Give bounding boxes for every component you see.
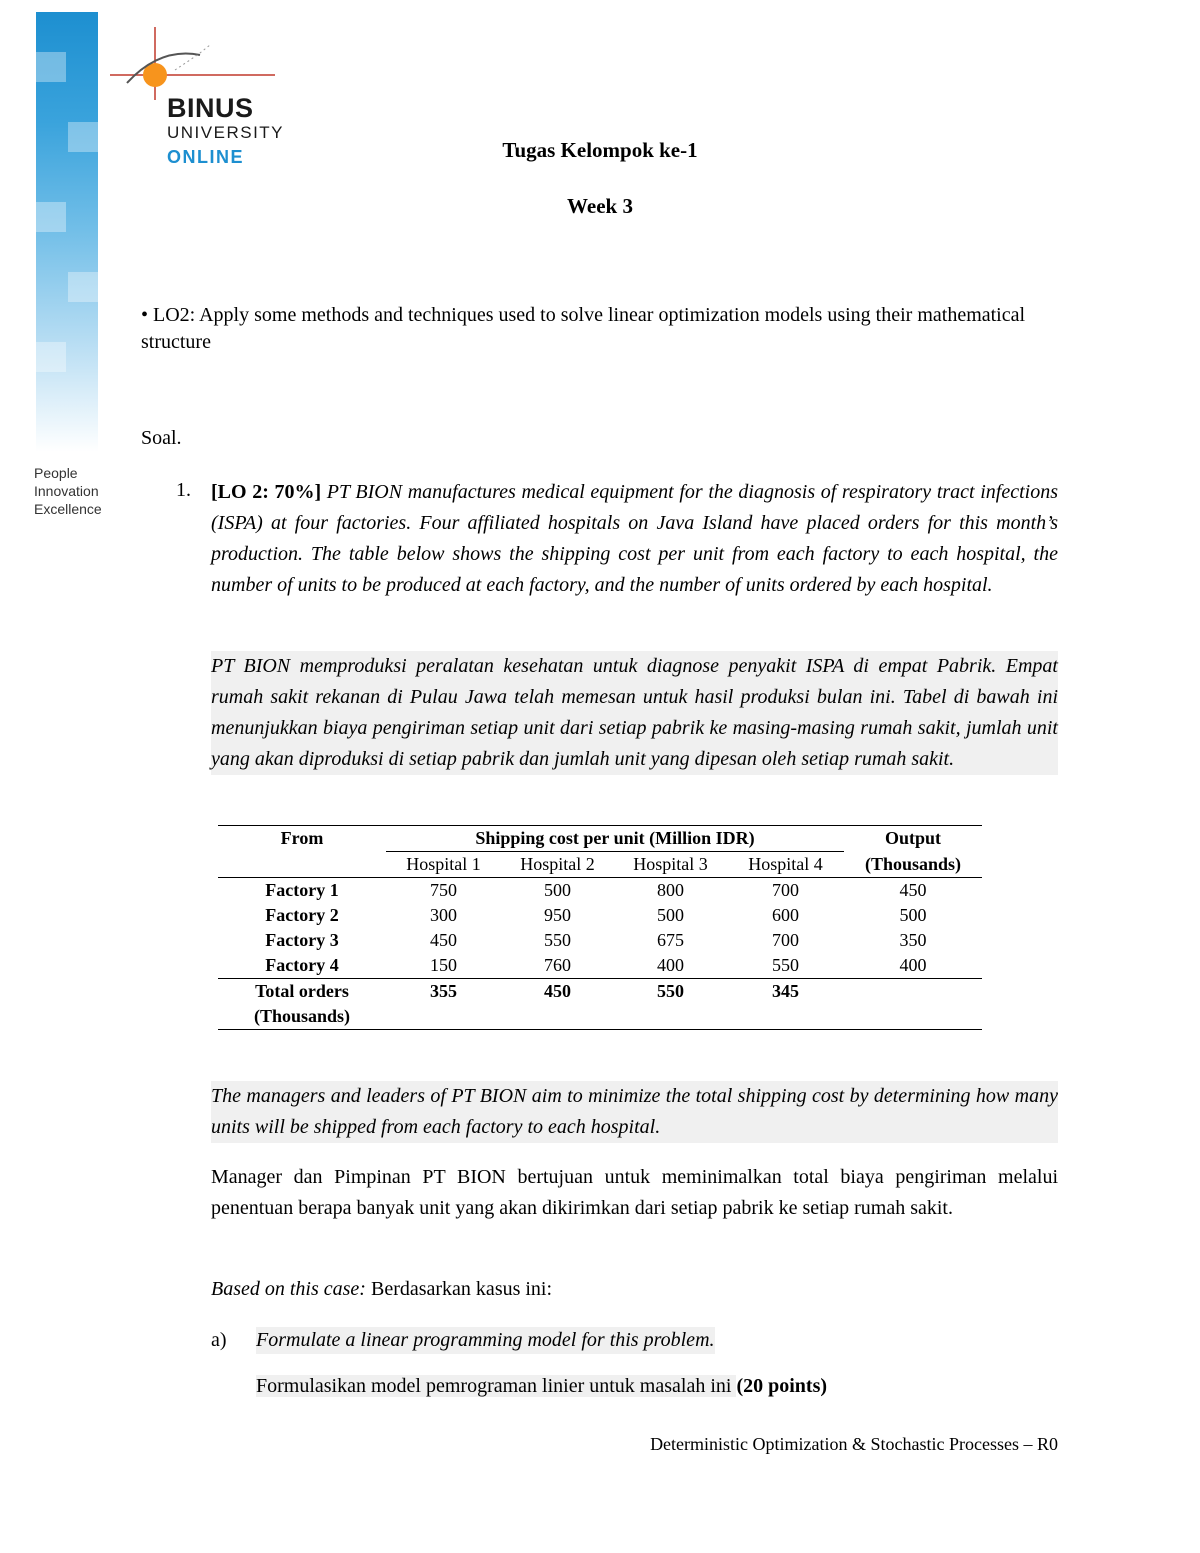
total-spacer <box>501 1004 614 1030</box>
cost-cell: 300 <box>430 905 457 925</box>
total-cell: 355 <box>430 981 457 1001</box>
output-cell: 350 <box>899 930 927 950</box>
table-row <box>218 903 982 928</box>
total-cell: 450 <box>544 981 571 1001</box>
total-spacer <box>727 1004 844 1030</box>
question-indonesian: PT BION memproduksi peralatan kesehatan untuk diagnose penyakit ISPA di empat Pabrik. Empat rumah sakit rekanan di Pulau Jawa telah memesan untuk hasil produksi bulan ini. Tabel di bawah ini menunjukkan biaya pengiriman setiap unit dari setiap pabrik ke masing-masing rumah sakit, jumlah unit yang akan diproduksi di setiap pabrik dan jumlah unit yang dipesan oleh setiap rumah sakit. <box>211 651 1058 775</box>
cost-cell: 750 <box>430 880 457 900</box>
table-hospital-1: Hospital 1 <box>386 852 501 878</box>
table-header-spacer <box>218 852 386 878</box>
logo-online-text: ONLINE <box>167 147 245 167</box>
table-hospital-2: Hospital 2 <box>501 852 614 878</box>
total-orders-unit: (Thousands) <box>218 1004 386 1030</box>
cost-cell: 550 <box>544 930 571 950</box>
output-cell: 450 <box>899 880 927 900</box>
table-header-output: Output <box>844 826 982 852</box>
total-cell: 550 <box>657 981 684 1001</box>
part-a-indonesian-text: Formulasikan model pemrograman linier untuk masalah ini <box>256 1375 737 1397</box>
question-tag: [LO 2: 70%] <box>211 481 322 503</box>
part-a-points: (20 points) <box>736 1375 828 1397</box>
based-on-case <box>211 1276 552 1303</box>
document-week: Week 3 <box>567 194 633 218</box>
logo-university-text: UNIVERSITY <box>167 123 285 142</box>
document-title: Tugas Kelompok ke-1 <box>502 138 698 162</box>
total-spacer <box>844 1004 982 1030</box>
shipping-cost-table <box>218 825 982 1030</box>
total-spacer <box>614 1004 727 1030</box>
table-total-row <box>218 979 982 1005</box>
table-row <box>218 953 982 979</box>
factory-label: Factory 2 <box>265 905 339 925</box>
learning-outcome: • LO2: Apply some methods and techniques used to solve linear optimization models using their mathematical structure <box>141 304 1026 353</box>
output-cell: 500 <box>899 905 927 925</box>
factory-label: Factory 4 <box>218 953 386 979</box>
page-footer: Deterministic Optimization & Stochastic Processes – R0 <box>650 1434 1058 1454</box>
soal-label: Soal. <box>141 427 182 449</box>
tagline-people: People <box>34 465 78 481</box>
output-cell: 400 <box>844 953 982 979</box>
cost-cell: 550 <box>727 953 844 979</box>
based-on-indonesian: Berdasarkan kasus ini: <box>365 1278 553 1300</box>
aim-english: The managers and leaders of PT BION aim to minimize the total shipping cost by determining how many units will be shipped from each factory to each hospital. <box>211 1081 1058 1143</box>
cost-cell: 500 <box>657 905 684 925</box>
cost-cell: 950 <box>544 905 571 925</box>
part-a-label: a) <box>211 1329 227 1351</box>
total-spacer <box>386 1004 501 1030</box>
table-header-cost <box>386 826 844 852</box>
table-hospital-3: Hospital 3 <box>614 852 727 878</box>
cost-cell: 450 <box>430 930 457 950</box>
factory-label: Factory 3 <box>265 930 339 950</box>
total-orders-label: Total orders <box>255 981 349 1001</box>
table-row <box>218 878 982 904</box>
cost-cell: 700 <box>772 930 799 950</box>
total-cell: 345 <box>772 981 799 1001</box>
question-english <box>211 477 1058 601</box>
table-header-from: From <box>218 826 386 852</box>
cost-cell: 600 <box>772 905 799 925</box>
tagline-excellence: Excellence <box>34 501 102 517</box>
question-number: 1. <box>176 479 191 501</box>
factory-label: Factory 1 <box>265 880 339 900</box>
cost-cell: 500 <box>544 880 571 900</box>
cost-cell: 675 <box>657 930 684 950</box>
cost-cell: 400 <box>614 953 727 979</box>
part-a-indonesian <box>256 1373 827 1400</box>
based-on-english: Based on this case: <box>211 1278 366 1300</box>
aim-indonesian: Manager dan Pimpinan PT BION bertujuan untuk meminimalkan total biaya pengiriman melalui penentuan berapa banyak unit yang akan dikirimkan dari setiap pabrik ke setiap rumah sakit. <box>211 1166 1058 1219</box>
logo-brand-text: BINUS <box>167 93 254 123</box>
university-tagline <box>34 464 144 518</box>
table-header-output-unit: (Thousands) <box>844 852 982 878</box>
question-english-text: PT BION manufactures medical equipment for the diagnosis of respiratory tract infections (ISPA) at four factories. Four affiliated hospitals on Java Island have placed orders for this month’s production. The table below shows the shipping cost per unit from each factory to each hospital, the number of units to be produced at each factory, and the number of units ordered by each hospital. <box>211 481 1058 596</box>
part-a-english: Formulate a linear programming model for this problem. <box>256 1327 715 1354</box>
table-hospital-4: Hospital 4 <box>727 852 844 878</box>
logo-emblem-icon <box>105 25 305 100</box>
cost-cell: 150 <box>386 953 501 979</box>
table-header-cost-text: Shipping cost per unit (Million IDR) <box>475 828 755 848</box>
total-empty-cell <box>844 979 982 1005</box>
cost-cell: 700 <box>772 880 799 900</box>
side-decorative-bar <box>36 12 98 452</box>
table-row <box>218 928 982 953</box>
cost-cell: 760 <box>501 953 614 979</box>
tagline-innovation: Innovation <box>34 483 99 499</box>
cost-cell: 800 <box>657 880 684 900</box>
